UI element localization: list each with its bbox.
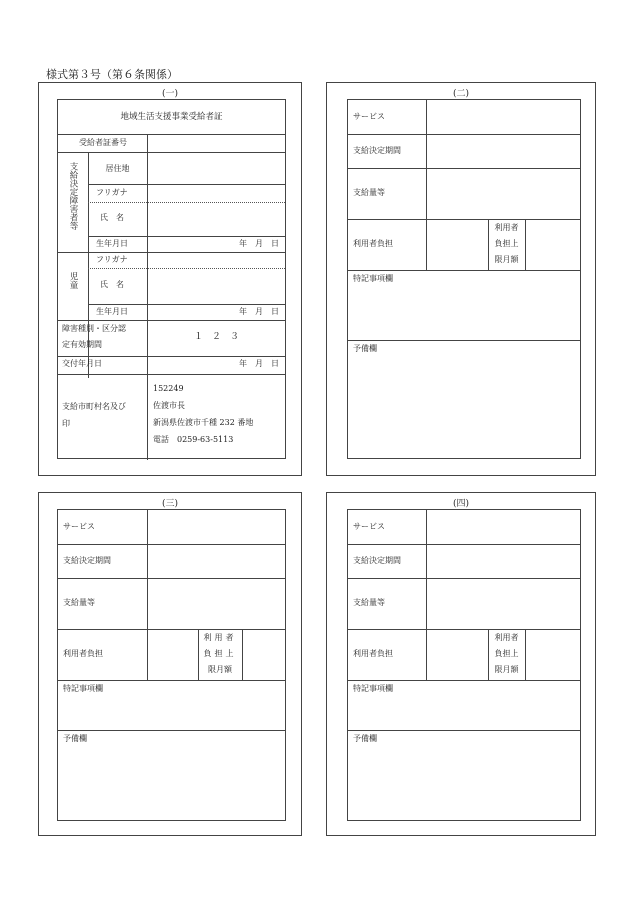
panel-three (38, 492, 302, 836)
name-label: 氏 名 (100, 213, 124, 222)
reserve-label: 予備欄 (63, 734, 87, 743)
notes-label: 特記事項欄 (353, 684, 393, 693)
disability-label-line1: 障害種別・区分認 (62, 324, 126, 333)
issue-date-field: 年 月 日 (239, 359, 279, 368)
reserve-label: 予備欄 (353, 344, 377, 353)
service-table (347, 509, 581, 821)
birth-date-label: 生年月日 (96, 239, 128, 248)
amount-label: 支給量等 (63, 598, 95, 607)
limit-label-line3: 限月額 (494, 255, 519, 264)
amount-label: 支給量等 (353, 188, 385, 197)
limit-label-line2: 負担上 (494, 239, 519, 248)
burden-label: 利用者負担 (63, 649, 103, 658)
panel-title: (三) (161, 499, 179, 509)
issuer-label-line2: 印 (62, 419, 70, 428)
disability-value: １ ２ ３ (193, 332, 239, 342)
recipient-group-label: 支給決定障害者等 (68, 162, 78, 230)
issuer-label-line1: 支給市町村名及び (62, 402, 126, 411)
service-label: サービス (63, 522, 95, 531)
issuer-code: 152249 (153, 384, 184, 393)
limit-label-line1: 利用者 (494, 633, 519, 642)
child-birth-date-field: 年 月 日 (239, 307, 279, 316)
burden-label: 利用者負担 (353, 239, 393, 248)
furigana-label: フリガナ (96, 188, 128, 197)
notes-label: 特記事項欄 (63, 684, 103, 693)
limit-label-line1: 利用者 (494, 223, 519, 232)
limit-label-line3: 限月額 (208, 665, 232, 674)
child-group-label: 児童 (68, 272, 78, 289)
birth-date-field: 年 月 日 (239, 239, 279, 248)
form-number-label: 様式第３号（第６条関係） (46, 68, 178, 81)
limit-label-line3: 限月額 (494, 665, 519, 674)
service-table (57, 509, 286, 821)
notes-label: 特記事項欄 (353, 274, 393, 283)
period-label: 支給決定期間 (353, 146, 401, 155)
panel-title: (四) (452, 499, 470, 509)
panel-title: (二) (452, 89, 470, 99)
child-birth-date-label: 生年月日 (96, 307, 128, 316)
issue-date-label: 交付年月日 (62, 359, 102, 368)
recipient-certificate-table (57, 99, 286, 459)
disability-label-line2: 定有効期間 (62, 340, 102, 349)
certificate-heading: 地域生活支援事業受給者証 (120, 112, 223, 122)
child-furigana-label: フリガナ (96, 255, 128, 264)
cert-number-label: 受給者証番号 (79, 138, 127, 147)
limit-label-line2: 負担上 (203, 649, 237, 658)
service-table (347, 99, 581, 459)
panel-title: (一) (161, 89, 179, 99)
address-label: 居住地 (105, 164, 130, 173)
reserve-label: 予備欄 (353, 734, 377, 743)
panel-one (38, 82, 302, 476)
burden-label: 利用者負担 (353, 649, 393, 658)
limit-label-line1: 利用者 (203, 633, 237, 642)
service-label: サービス (353, 112, 385, 121)
panel-two (326, 82, 596, 476)
child-name-label: 氏 名 (100, 280, 124, 289)
issuer-phone: 電話 0259-63-5113 (153, 435, 234, 444)
issuer-address: 新潟県佐渡市千種 232 番地 (153, 418, 254, 427)
period-label: 支給決定期間 (353, 556, 401, 565)
issuer-name: 佐渡市長 (153, 401, 185, 410)
period-label: 支給決定期間 (63, 556, 111, 565)
amount-label: 支給量等 (353, 598, 385, 607)
service-label: サービス (353, 522, 385, 531)
panel-four (326, 492, 596, 836)
limit-label-line2: 負担上 (494, 649, 519, 658)
